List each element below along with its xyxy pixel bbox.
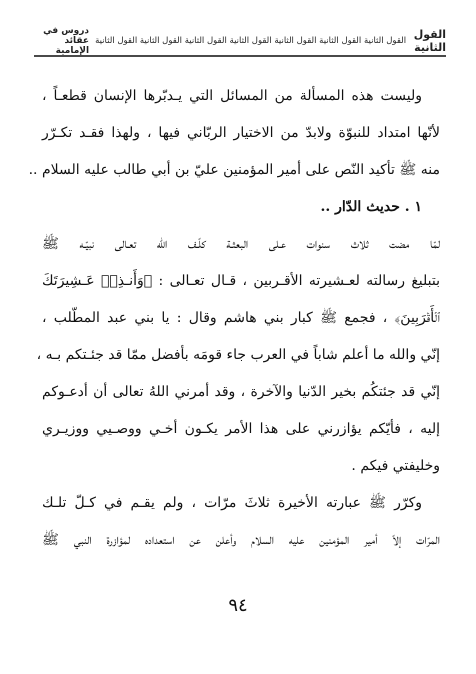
text-line: إنّي قد جئتكُم بخير الدّنيا والآخرة ، وقد أمرني اللهُ تعالى أن أدعـوكم xyxy=(42,384,440,400)
section-heading: ١ . حديث الدّار .. xyxy=(320,199,422,215)
running-header xyxy=(34,26,446,57)
text-line: المرّات إلاّ أمير المؤمنين عليه السلام وأعلن عن استعداده لمؤازرة النبي ﷺ xyxy=(42,532,440,548)
text-line: وليست هذه المسألة من المسائل التي يـدبّرها الإنسان قطعـاً ، xyxy=(42,88,422,104)
text-line: وكرّر ﷺ عبارته الأخيرة ثلاثَ مرّات ، ولم يقـم في كـلّ تلـك xyxy=(42,495,422,511)
text-line: وخليفتي فيكم . xyxy=(351,458,440,474)
text-line: لأنّها امتداد للنبوّة ولابدّ من الاختيار الربّاني فيها ، ولهذا فقـد تكـرّر xyxy=(42,125,440,141)
text-line: ٱلۡأَقۡرَبِينَ﴾ ، فجمع ﷺ كبار بني هاشم وقال : يا بني عبد المطّلب ، xyxy=(42,310,440,326)
page-number: ٩٤ xyxy=(228,595,248,616)
text-line: بتبليغ رسالته لعـشيرته الأقـربين ، قـال تعـالى : ﴿وَأَنـذِرۡ عَـشِيرَتَكَ xyxy=(42,273,440,289)
text-line: منه ﷺ تأكيد النّص على أمير المؤمنين عليّ بن أبي طالب عليه السلام .. xyxy=(28,162,440,178)
body-text xyxy=(28,78,440,559)
paragraph-2 xyxy=(36,226,440,485)
paragraph-3 xyxy=(42,485,440,559)
text-line: إنّي والله ما أعلم شاباً في العرب جاء قومَه بأفضل ممّا قد جئـتكم بـه ، xyxy=(36,347,440,363)
text-line: إليه ، فأيّكم يؤازرني على هذا الأمر يكـون أخـي ووصـيي ووزيـري xyxy=(42,421,440,437)
text-line: لمّا مضت ثلاث سنوات عـلى البعثـة كلّـف الله تعـالى نبيّـه ﷺ xyxy=(42,236,440,252)
header-book-title: دروس في عقائد الإمامية xyxy=(43,26,90,56)
header-section-titles: القول الثانية القول الثانية القول الثانية القول الثانية القول الثانية القول الثانية القول الثانية xyxy=(95,36,407,46)
header-chapter-title: القول الثانية xyxy=(413,28,446,54)
paragraph-1 xyxy=(28,78,440,189)
